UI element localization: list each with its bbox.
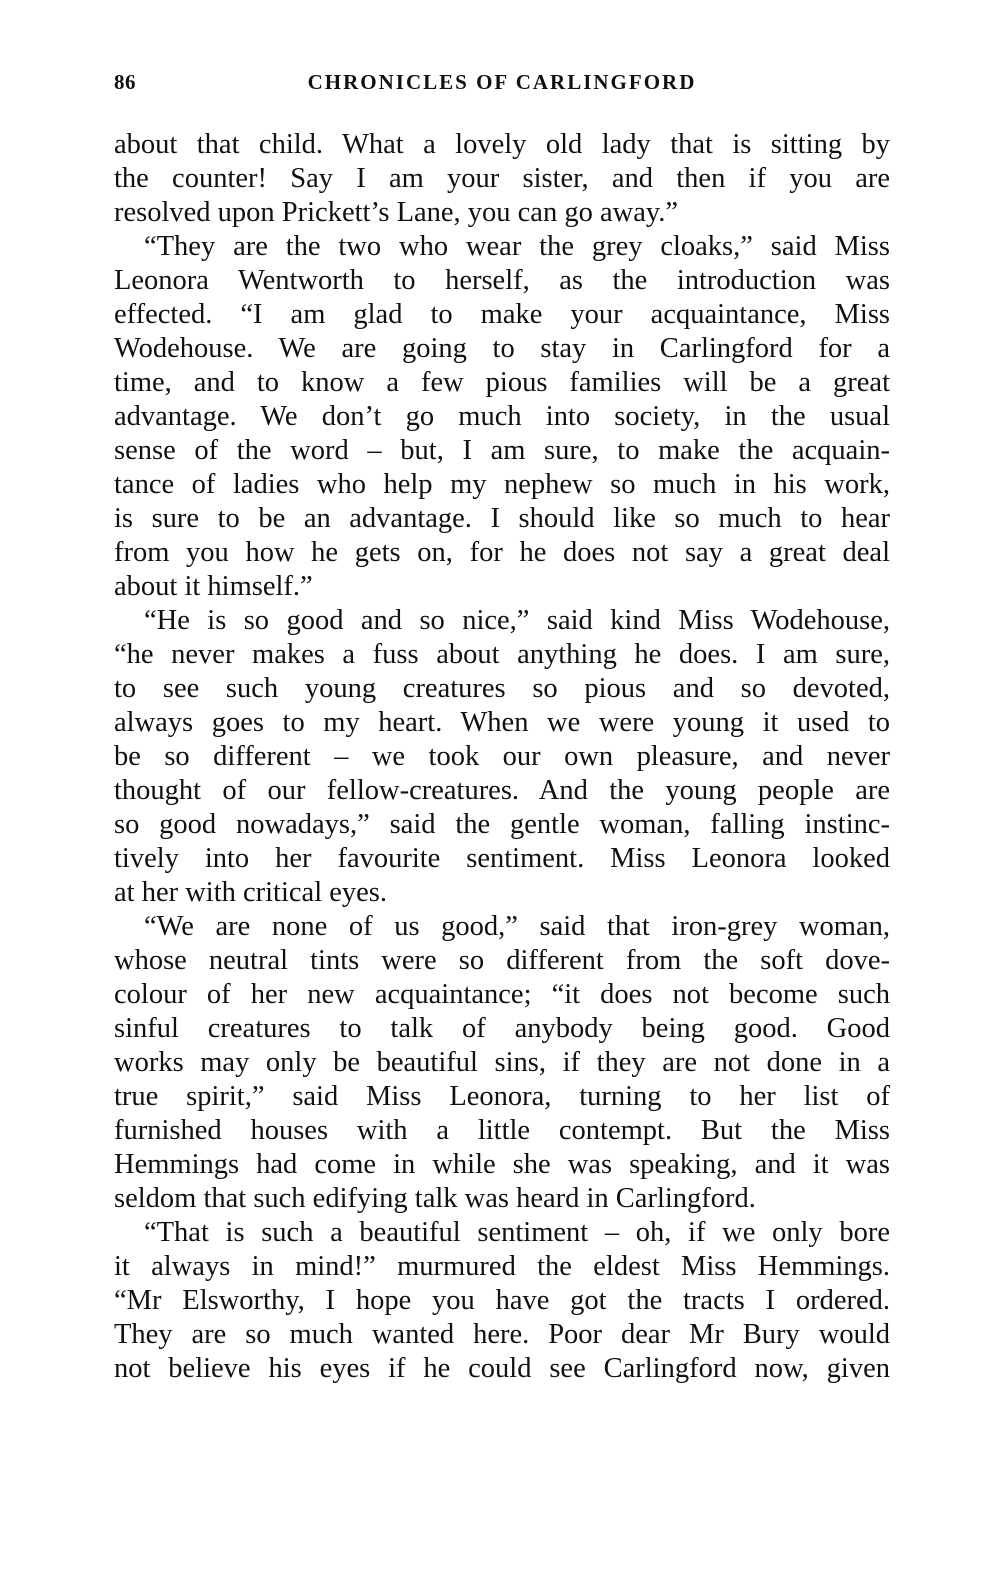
running-head: CHRONICLES OF CARLINGFORD — [307, 70, 697, 94]
text-line: “We are none of us good,” said that iron-grey woman, — [144, 911, 890, 942]
body-text — [114, 128, 890, 1386]
text-line: not believe his eyes if he could see Carlingford now, given — [114, 1353, 890, 1384]
text-line: “They are the two who wear the grey cloaks,” said Miss — [144, 231, 890, 262]
text-line: to see such young creatures so pious and so devoted, — [114, 673, 890, 704]
text-line: be so different – we took our own pleasure, and never — [114, 741, 890, 772]
text-line: “That is such a beautiful sentiment – oh, if we only bore — [144, 1217, 890, 1248]
text-line: at her with critical eyes. — [114, 877, 388, 908]
text-line: is sure to be an advantage. I should like so much to hear — [114, 503, 890, 534]
text-line: colour of her new acquaintance; “it does not become such — [114, 979, 890, 1010]
text-line: Leonora Wentworth to herself, as the introduction was — [114, 265, 890, 296]
text-line: Wodehouse. We are going to stay in Carlingford for a — [114, 333, 890, 364]
text-line: tively into her favourite sentiment. Miss Leonora looked — [114, 843, 890, 874]
text-line: it always in mind!” murmured the eldest Miss Hemmings. — [114, 1251, 890, 1282]
text-line: true spirit,” said Miss Leonora, turning to her list of — [114, 1081, 890, 1112]
text-line: sense of the word – but, I am sure, to make the acquain- — [114, 435, 890, 466]
text-line: works may only be beautiful sins, if they are not done in a — [114, 1047, 890, 1078]
text-line: always goes to my heart. When we were young it used to — [114, 707, 890, 738]
page-header — [114, 70, 890, 106]
text-line: seldom that such edifying talk was heard in Carlingford. — [114, 1183, 756, 1214]
text-line: furnished houses with a little contempt. But the Miss — [114, 1115, 890, 1146]
text-line: so good nowadays,” said the gentle woman, falling instinc- — [114, 809, 890, 840]
text-line: thought of our fellow-creatures. And the young people are — [114, 775, 890, 806]
text-line: sinful creatures to talk of anybody being good. Good — [114, 1013, 890, 1044]
text-line: whose neutral tints were so different from the soft dove- — [114, 945, 890, 976]
text-line: tance of ladies who help my nephew so much in his work, — [114, 469, 890, 500]
text-line: effected. “I am glad to make your acquaintance, Miss — [114, 299, 890, 330]
text-line: from you how he gets on, for he does not say a great deal — [114, 537, 890, 568]
text-line: about it himself.” — [114, 571, 313, 602]
text-line: about that child. What a lovely old lady that is sitting by — [114, 129, 890, 160]
text-line: advantage. We don’t go much into society, in the usual — [114, 401, 890, 432]
page-number: 86 — [114, 70, 136, 94]
text-line: “he never makes a fuss about anything he does. I am sure, — [114, 639, 890, 670]
text-line: the counter! Say I am your sister, and then if you are — [114, 163, 890, 194]
text-line: “He is so good and so nice,” said kind Miss Wodehouse, — [144, 605, 890, 636]
text-line: Hemmings had come in while she was speaking, and it was — [114, 1149, 890, 1180]
text-line: resolved upon Prickett’s Lane, you can go away.” — [114, 197, 679, 228]
text-line: “Mr Elsworthy, I hope you have got the tracts I ordered. — [114, 1285, 890, 1316]
text-line: time, and to know a few pious families will be a great — [114, 367, 890, 398]
text-line: They are so much wanted here. Poor dear Mr Bury would — [114, 1319, 890, 1350]
